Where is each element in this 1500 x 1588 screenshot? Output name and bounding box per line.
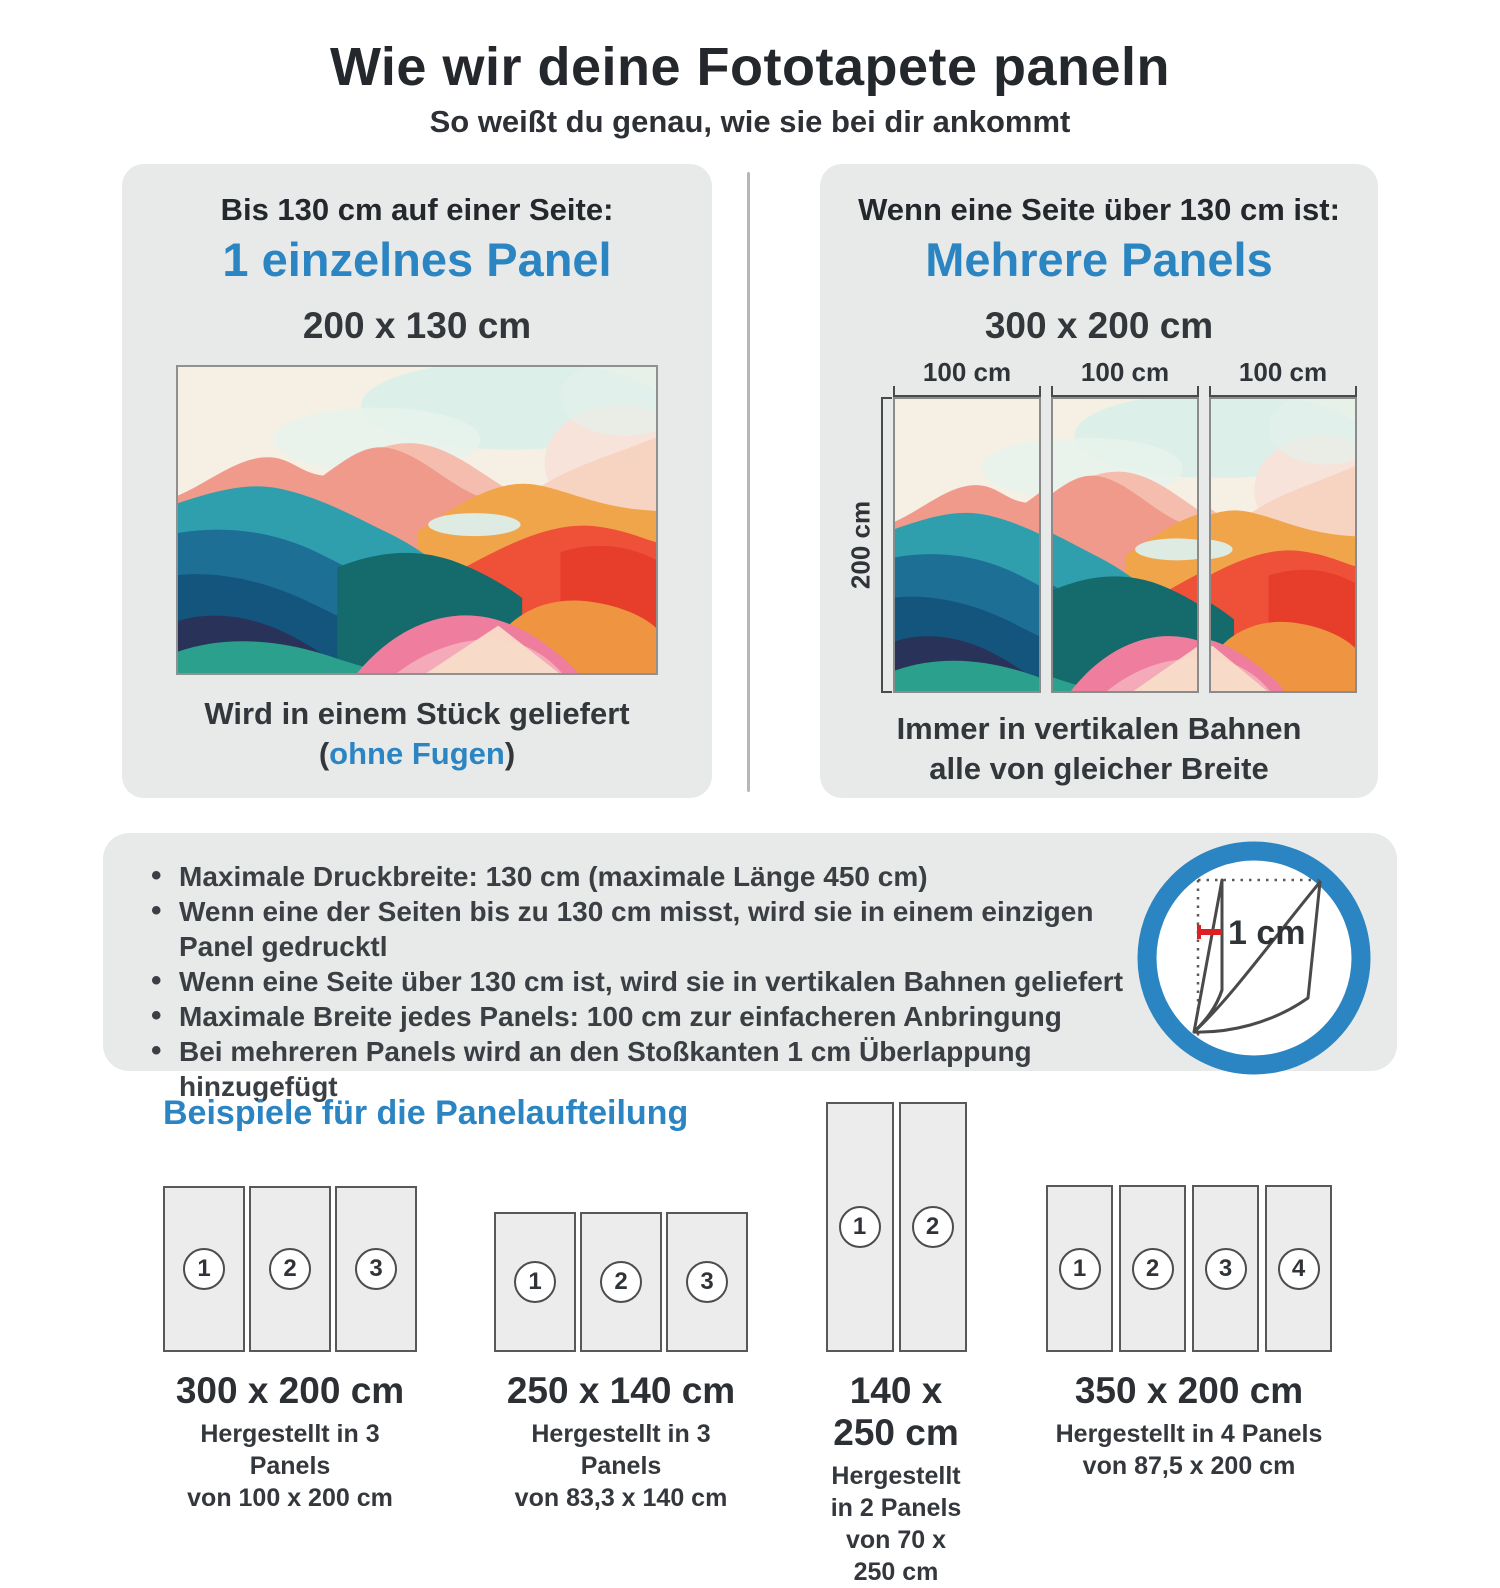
info-bullet: • Bei mehreren Panels wird an den Stoßkanten 1 cm Überlappung hinzugefügt — [149, 1034, 1169, 1104]
panel-number-badge: 3 — [355, 1248, 397, 1290]
info-bullet: • Wenn eine Seite über 130 cm ist, wird sie in vertikalen Bahnen geliefert — [149, 964, 1169, 999]
multi-panel-box — [820, 164, 1378, 798]
example-panel — [1265, 1185, 1332, 1352]
panel-strip-2 — [1051, 397, 1199, 693]
example-line2: von 87,5 x 200 cm — [1082, 1452, 1296, 1480]
example-350x200 — [1044, 1102, 1334, 1482]
width-label-1: 100 cm — [922, 357, 1012, 387]
multi-panel-headline: Mehrere Panels — [925, 233, 1273, 286]
width-label-3: 100 cm — [1238, 357, 1328, 387]
example-size: 250 x 140 cm — [506, 1370, 736, 1411]
overlap-illustration — [1136, 840, 1372, 1076]
panel-strips — [893, 397, 1357, 693]
example-panel — [249, 1186, 331, 1352]
example-line1: Hergestellt in 2 Panels — [830, 1462, 962, 1522]
panel-number-badge: 4 — [1278, 1248, 1320, 1290]
example-panel — [666, 1212, 748, 1352]
single-panel-caption-line1: Wird in einem Stück geliefert — [204, 696, 630, 731]
paren-open: ( — [318, 736, 330, 771]
no-seams-highlight: ohne Fugen — [329, 736, 505, 771]
example-diagram — [494, 1102, 748, 1352]
example-line1: Hergestellt in 3 Panels — [200, 1420, 380, 1480]
watercolor-image — [178, 367, 656, 673]
example-line1: Hergestellt in 3 Panels — [531, 1420, 711, 1480]
panel-number-badge: 2 — [912, 1206, 954, 1248]
panel-number-badge: 1 — [183, 1248, 225, 1290]
multi-panel-caption — [820, 709, 1378, 789]
panel-strip-1 — [893, 397, 1041, 693]
overlap-circle-ring — [1147, 851, 1361, 1065]
multi-panel-caption-line2: alle von gleicher Breite — [929, 751, 1269, 786]
example-panel — [494, 1212, 576, 1352]
panel-number-badge: 3 — [1205, 1248, 1247, 1290]
single-panel-box — [122, 164, 712, 798]
example-size: 300 x 200 cm — [175, 1370, 405, 1411]
width-bracket-2 — [1051, 353, 1199, 397]
info-bullet-list — [103, 833, 1169, 1104]
example-250x140 — [494, 1102, 748, 1514]
info-bullet: • Maximale Breite jedes Panels: 100 cm zur einfacheren Anbringung — [149, 999, 1169, 1034]
watercolor-strip-1 — [895, 399, 1039, 691]
height-label: 200 cm — [845, 500, 876, 590]
multi-panel-caption-line1: Immer in vertikalen Bahnen — [896, 711, 1302, 746]
info-bullet: • Wenn eine der Seiten bis zu 130 cm misst, wird sie in einem einzigen Panel gedrucktl — [149, 894, 1169, 964]
panel-number-badge: 2 — [1132, 1248, 1174, 1290]
page-subtitle: So weißt du genau, wie sie bei dir ankommt — [429, 104, 1071, 139]
page-title: Wie wir deine Fototapete paneln — [329, 37, 1171, 97]
example-diagram — [163, 1102, 417, 1352]
examples-heading: Beispiele für die Panelaufteilung — [163, 1094, 689, 1132]
example-panel — [826, 1102, 894, 1352]
bracket-line — [1051, 386, 1199, 397]
single-panel-caption — [122, 694, 712, 774]
bracket-line — [893, 386, 1041, 397]
width-label-2: 100 cm — [1080, 357, 1170, 387]
example-140x250 — [824, 1102, 968, 1588]
panel-number-badge: 1 — [1059, 1248, 1101, 1290]
example-300x200 — [163, 1102, 417, 1514]
info-bullet: • Maximale Druckbreite: 130 cm (maximale Länge 450 cm) — [149, 859, 1169, 894]
single-panel-artwork — [176, 365, 658, 675]
example-size: 140 x 250 cm — [833, 1370, 959, 1453]
panel-number-badge: 3 — [686, 1261, 728, 1303]
multi-panel-size: 300 x 200 cm — [984, 305, 1214, 346]
multi-panel-condition: Wenn eine Seite über 130 cm ist: — [858, 192, 1340, 227]
panel-number-badge: 2 — [600, 1261, 642, 1303]
example-panel — [899, 1102, 967, 1352]
bracket-line — [1209, 386, 1357, 397]
example-size: 350 x 200 cm — [1074, 1370, 1304, 1411]
width-bracket-1 — [893, 353, 1041, 397]
example-line2: von 70 x 250 cm — [845, 1526, 947, 1586]
example-diagram — [824, 1102, 968, 1352]
multi-panel-diagram — [841, 353, 1357, 693]
example-panel — [1119, 1185, 1186, 1352]
watercolor-strip-3 — [1211, 399, 1355, 691]
panel-number-badge: 1 — [839, 1206, 881, 1248]
width-brackets-row — [893, 353, 1357, 397]
example-line2: von 83,3 x 140 cm — [514, 1484, 728, 1512]
vertical-divider — [747, 172, 750, 792]
example-panel — [335, 1186, 417, 1352]
panel-number-badge: 2 — [269, 1248, 311, 1290]
single-panel-condition: Bis 130 cm auf einer Seite: — [220, 192, 614, 227]
example-line1: Hergestellt in 4 Panels — [1055, 1420, 1323, 1448]
single-panel-caption-line2 — [122, 734, 712, 774]
overlap-label: 1 cm — [1228, 914, 1306, 952]
panel-number-badge: 1 — [514, 1261, 556, 1303]
paren-close: ) — [504, 736, 516, 771]
width-bracket-3 — [1209, 353, 1357, 397]
example-diagram — [1044, 1102, 1334, 1352]
example-panel — [1192, 1185, 1259, 1352]
single-panel-size: 200 x 130 cm — [302, 305, 532, 346]
example-line2: von 100 x 200 cm — [187, 1484, 393, 1512]
example-panel — [1046, 1185, 1113, 1352]
panel-strip-3 — [1209, 397, 1357, 693]
height-label-cell — [841, 397, 881, 693]
example-panel — [163, 1186, 245, 1352]
watercolor-strip-2 — [1053, 399, 1197, 691]
example-panel — [580, 1212, 662, 1352]
single-panel-headline: 1 einzelnes Panel — [222, 233, 612, 286]
height-bracket-line — [881, 397, 892, 693]
